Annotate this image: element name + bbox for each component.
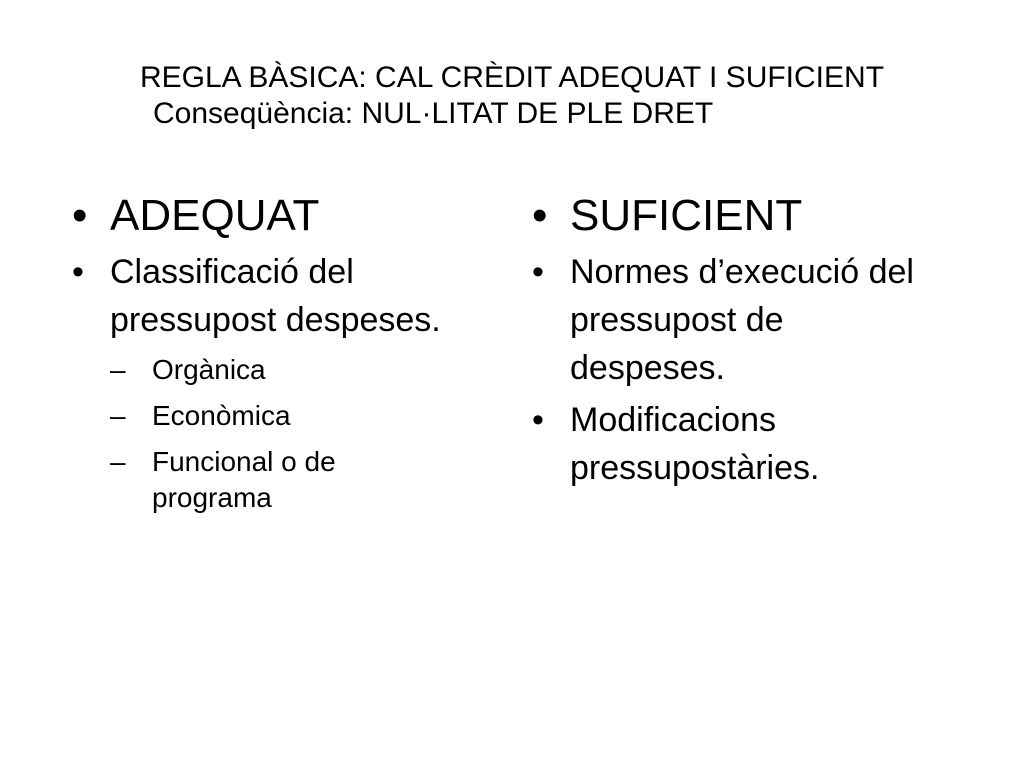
bullet-icon: • <box>532 401 544 439</box>
title-rule: REGLA BÀSICA: CAL CRÈDIT ADEQUAT I SUFICIENT <box>139 61 885 94</box>
bullet-icon: • <box>72 191 88 240</box>
sub-item-text: Funcional o de programa <box>152 446 336 513</box>
dash-icon: – <box>110 400 126 431</box>
left-heading: ADEQUAT <box>110 191 320 240</box>
right-heading-item <box>532 188 932 244</box>
left-column <box>72 188 452 526</box>
sub-list-item <box>110 398 452 434</box>
dash-icon: – <box>110 446 126 477</box>
sub-item-text: Orgànica <box>152 354 266 385</box>
left-sub-list <box>110 352 452 516</box>
bullet-icon: • <box>72 253 84 291</box>
right-bullet-list <box>532 188 932 492</box>
right-list-item <box>532 396 932 492</box>
title-consequence: Conseqüència: NUL·LITAT DE PLE DRET <box>153 97 714 130</box>
right-list-item <box>532 248 932 392</box>
sub-item-text: Econòmica <box>152 400 291 431</box>
right-heading: SUFICIENT <box>570 191 803 240</box>
left-heading-item <box>72 188 452 244</box>
right-item-text: Normes d’execució del pressupost de despeses. <box>570 253 914 387</box>
sub-list-item <box>110 352 452 388</box>
slide-title <box>0 60 1024 132</box>
left-item-text: Classificació del pressupost despeses. <box>110 253 441 339</box>
bullet-icon: • <box>532 191 548 240</box>
right-column <box>532 188 932 496</box>
right-item-text: Modificacions pressupostàries. <box>570 401 820 487</box>
left-list-item <box>72 248 452 516</box>
bullet-icon: • <box>532 253 544 291</box>
dash-icon: – <box>110 354 126 385</box>
left-bullet-list <box>72 188 452 516</box>
sub-list-item <box>110 444 452 516</box>
